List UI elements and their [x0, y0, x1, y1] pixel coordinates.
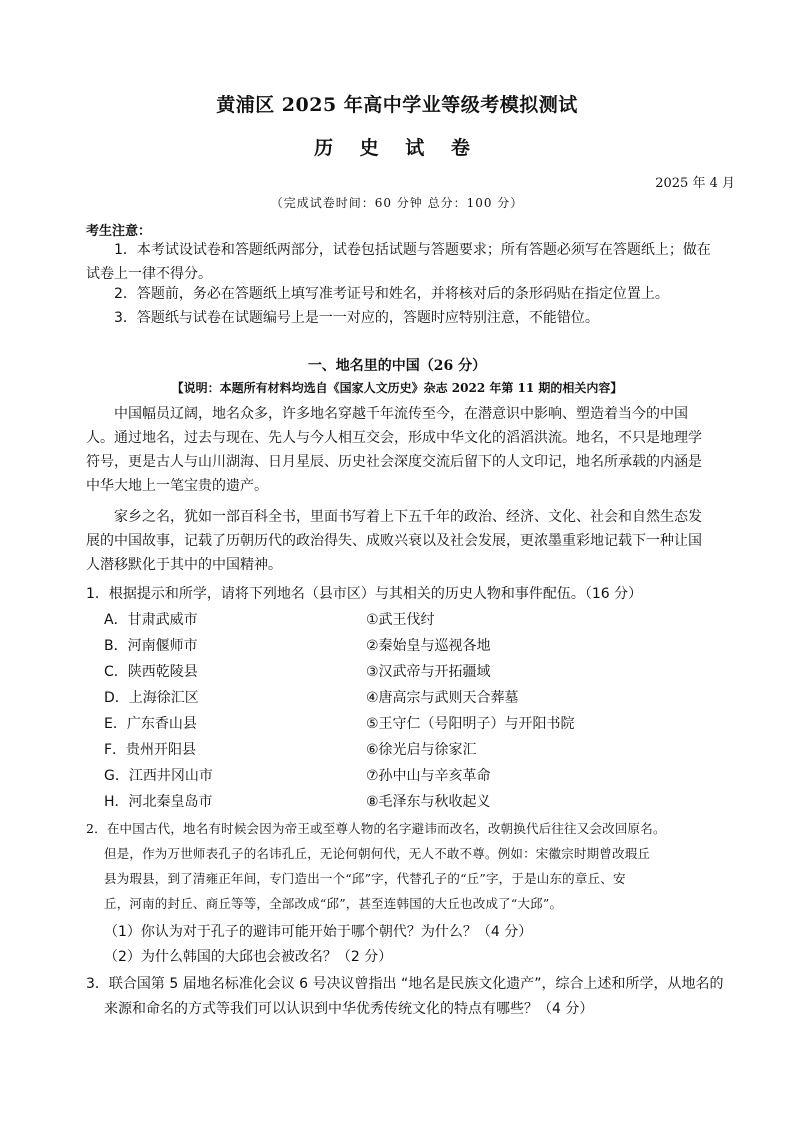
place-h: H．河北秦皇岛市 [104, 794, 213, 810]
event-5: ⑤王守仁（号阳明子）与开阳书院 [366, 716, 575, 732]
match-row-f [104, 737, 624, 763]
exam-subtitle: 历 史 试 卷 [314, 137, 480, 159]
exam-title: 黄浦区 2025 年高中学业等级考模拟测试 [216, 94, 578, 116]
question-2-line-2: 但是，作为万世师表孔子的名讳孔丘，无论何朝何代，无人不敢不尊。例如：宋徽宗时期曾改瑕丘 [104, 846, 651, 861]
event-8: ⑧毛泽东与秋收起义 [366, 794, 491, 810]
place-a: A．甘肃武威市 [104, 612, 198, 628]
notice-item-3: 3．答题纸与试卷在试题编号上是一一对应的，答题时应特别注意，不能错位。 [114, 310, 599, 326]
match-row-b [104, 633, 624, 659]
section-note: 【说明：本题所有材料均选自《国家人文历史》杂志 2022 年第 11 期的相关内容】 [171, 381, 623, 395]
match-row-a [104, 607, 624, 633]
section-title: 一、地名里的中国（26 分） [307, 358, 487, 374]
exam-time-and-score: （完成试卷时间：60 分钟 总分：100 分） [270, 196, 524, 210]
event-3: ③汉武帝与开拓疆域 [366, 664, 491, 680]
question-3-text [86, 972, 726, 1022]
question-2-sub-2: （2）为什么韩国的大邱也会被改名？（2 分） [104, 949, 393, 965]
question-3-line-1: 3．联合国第 5 届地名标准化会议 6 号决议曾指出 “地名是民族文化遗产”，综合上述和所学，从地名的 [86, 976, 724, 992]
question-2-line-3: 县为瑕县，到了清雍正年间，专门造出一个“邱”字，代替孔子的“丘”字，于是山东的章丘、安 [104, 871, 626, 886]
question-3-line-2: 来源和命名的方式等我们可以认识到中华优秀传统文化的特点有哪些？（4 分） [104, 1001, 594, 1017]
question-2-line-4: 丘，河南的封丘、商丘等等，全部改成“邱”，甚至连韩国的大丘也改成了“大邱”。 [104, 896, 563, 911]
event-4: ④唐高宗与武则天合葬墓 [366, 690, 519, 706]
question-2-sub-1: （1）你认为对于孔子的避讳可能开始于哪个朝代？为什么？（4 分） [104, 924, 533, 940]
question-2-line-1: 2．在中国古代，地名有时候会因为帝王或至尊人物的名字避讳而改名，改朝换代后往往又会改回原名。 [86, 821, 666, 836]
place-e: E．广东香山县 [104, 716, 197, 732]
event-7: ⑦孙中山与辛亥革命 [366, 768, 491, 784]
place-b: B．河南偃师市 [104, 638, 198, 654]
place-d: D．上海徐汇区 [104, 690, 199, 706]
event-6: ⑥徐光启与徐家汇 [366, 742, 477, 758]
question-2-text [86, 816, 718, 916]
event-1: ①武王伐纣 [366, 612, 435, 628]
match-row-g [104, 763, 624, 789]
notice-heading: 考生注意： [86, 224, 152, 239]
question-1-text: 1．根据提示和所学，请将下列地名（县市区）与其相关的历史人物和事件配伍。（16 分） [86, 586, 643, 602]
intro-paragraph-2: 家乡之名，犹如一部百科全书，里面书写着上下五千年的政治、经济、文化、社会和自然生态发展的中国故事，记载了历朝历代的政治得失、成败兴衰以及社会发展，更浓墨重彩地记载下一种让国人潜移默化于其中的中国精神。 [86, 509, 702, 573]
notice-item-1: 1．本考试设试卷和答题纸两部分，试卷包括试题与答题要求；所有答题必须写在答题纸上；做在试卷上一律不得分。 [86, 242, 711, 282]
place-c: C．陕西乾陵县 [104, 664, 198, 680]
place-g: G．江西井冈山市 [104, 768, 213, 784]
match-row-d [104, 685, 624, 711]
match-row-h [104, 789, 624, 815]
match-row-c [104, 659, 624, 685]
intro-paragraph-1: 中国幅员辽阔，地名众多，许多地名穿越千年流传至今，在潜意识中影响、塑造着当今的中国人。通过地名，过去与现在、先人与今人相互交会，形成中华文化的滔滔洪流。地名，不只是地理学符号，更是古人与山川湖海、日月星辰、历史社会深度交流后留下的人文印记，地名所承载的内涵是中华大地上一笔宝贵的遗产。 [86, 406, 702, 494]
notice-item-2: 2．答题前，务必在答题纸上填写准考证号和姓名，并将核对后的条形码贴在指定位置上。 [114, 286, 669, 302]
exam-date: 2025 年 4 月 [655, 176, 735, 191]
place-f: F．贵州开阳县 [104, 742, 197, 758]
event-2: ②秦始皇与巡视各地 [366, 638, 491, 654]
match-row-e [104, 711, 624, 737]
